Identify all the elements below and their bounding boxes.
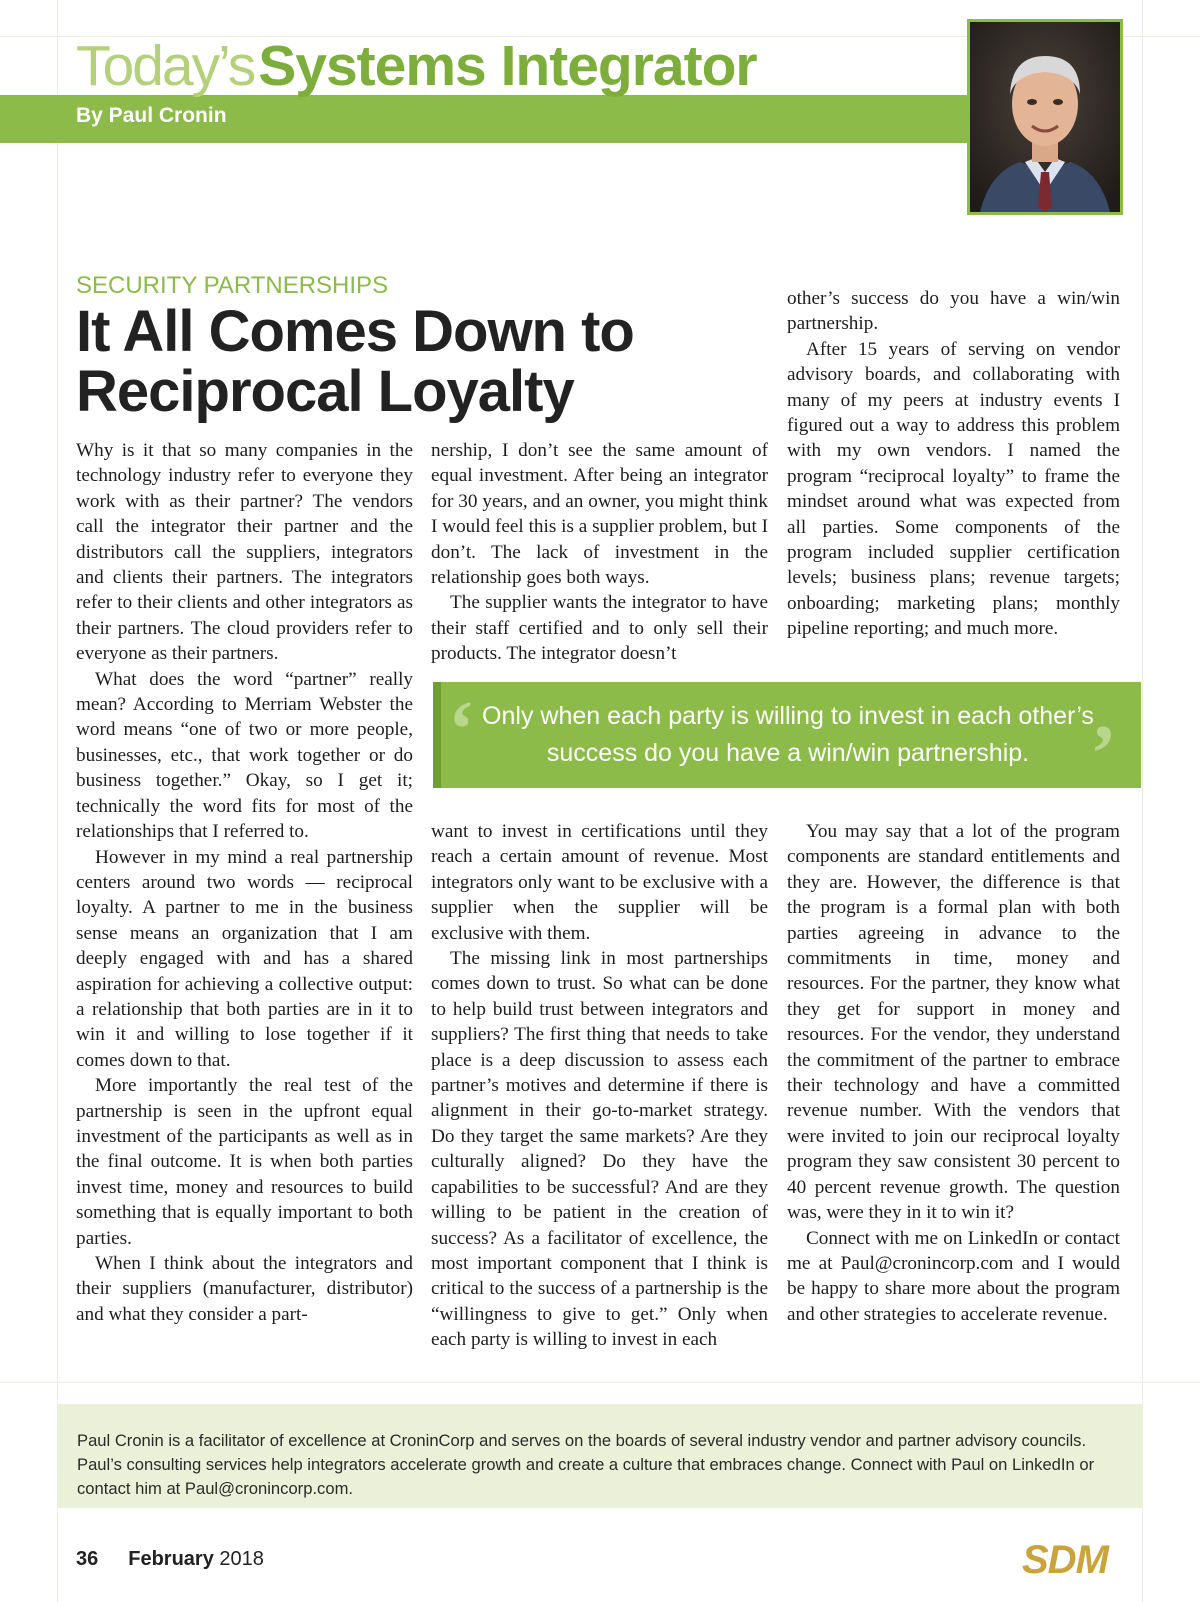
column-title-bold: Systems Integrator [258, 34, 757, 98]
page-footer [76, 1548, 264, 1571]
margin-guide-left [57, 0, 58, 1602]
headline [76, 299, 636, 424]
paragraph: want to invest in certifications until they reach a certain amount of revenue. Most integrators only want to be exclusive with a supplier when the supplier will be exclusive with them. [431, 821, 768, 944]
issue-year: 2018 [219, 1548, 264, 1570]
headline-line-1: It All Comes Down to [76, 299, 634, 364]
paragraph: The supplier wants the integrator to have their staff certified and to only sell their products. The integrator doesn’t [431, 592, 768, 665]
article-column-3-top [787, 286, 1120, 642]
article-column-3-bottom [787, 819, 1120, 1327]
paragraph: However in my mind a real partnership centers around two words — reciprocal loyalty. A partner to me in the business sense means an organization that I am deeply engaged with and has a shared aspiration for achieving a collective output: a relationship that both parties are in it to win it and willing to lose together if it comes down to that. [76, 846, 413, 1071]
margin-guide-right [1142, 0, 1143, 1602]
headline-line-2: Reciprocal Loyalty [76, 359, 574, 424]
author-photo [967, 19, 1123, 215]
article-column-1 [76, 438, 413, 1327]
paragraph: After 15 years of serving on vendor advisory boards, and collaborating with many of my peers at industry events I figured out a way to address this problem with my own vendors. I named the program “reciprocal loyalty” to frame the mindset around what was expected from all parties. Some components of the program included supplier certification levels; business plans; revenue targets; onboarding; marketing plans; monthly pipeline reporting; and much more. [787, 338, 1120, 640]
paragraph: What does the word “partner” really mean? According to Merriam Webster the word means “one of two or more people, businesses, etc., that work together or do business together.” Okay, so I get it; technically the word fits for most of the relationships that I referred to. [76, 668, 413, 843]
author-bio: Paul Cronin is a facilitator of excellence at CroninCorp and serves on the boards of several industry vendor and partner advisory councils. Paul’s consulting services help integrators accelerate growth and create a culture that embraces change. Connect with Paul on LinkedIn or contact him at Paul@cronincorp.com. [77, 1431, 1095, 1498]
magazine-logo: SDM [1022, 1538, 1108, 1582]
byline: By Paul Cronin [76, 104, 227, 127]
paragraph: nership, I don’t see the same amount of equal investment. After being an integrator for 30 years, and an owner, you might think I would feel this is a supplier problem, but I don’t. The lack of investment in the relationship goes both ways. [431, 440, 768, 589]
kicker: SECURITY PARTNERSHIPS [76, 272, 389, 299]
open-quote-icon: ‘ [448, 686, 475, 774]
pull-quote: Only when each party is willing to invest in each other’s success do you have a win/win partnership. [482, 702, 1094, 767]
margin-guide-bottom [0, 1382, 1200, 1383]
close-quote-icon: ’ [1090, 710, 1117, 798]
paragraph: You may say that a lot of the program components are standard entitlements and they are. However, the difference is that the program is a formal plan with both parties agreeing in advance to the commitments in time, money and resources. For the partner, they know what they get for support in money and resources. For the vendor, they understand the commitment of the partner to embrace their technology and have a committed revenue number. With the vendors that were invited to join our reciprocal loyalty program they saw consistent 30 percent to 40 percent revenue growth. The question was, were they in it to win it? [787, 821, 1120, 1224]
paragraph: When I think about the integrators and their suppliers (manufacturer, distributor) and what they consider a part- [76, 1253, 413, 1325]
paragraph: Why is it that so many companies in the technology industry refer to everyone they work with as their partner? The vendors call the integrator their partner and the distributors call the suppliers, integrators and clients their partners. The integrators refer to their clients and other integrators as their partners. The cloud providers refer to everyone as their partners. [76, 440, 413, 665]
pull-quote-rule [433, 682, 441, 788]
paragraph: Connect with me on LinkedIn or contact me at Paul@cronincorp.com and I would be happy to share more about the program and other strategies to accelerate revenue. [787, 1227, 1120, 1325]
page-number: 36 [76, 1548, 99, 1570]
paragraph: The missing link in most partnerships comes down to trust. So what can be done to help build trust between integrators and suppliers? The first thing that needs to take place is a deep discussion to assess each partner’s motives and determine if there is alignment in their go-to-market strategy. Do they target the same markets? Are they culturally aligned? Do they have the capabilities to be successful? And are they willing to be patient in the creation of success? As a facilitator of excellence, the most important component that I think is critical to the success of a partnership is the “willingness to give to get.” Only when each party is willing to invest in each [431, 948, 768, 1351]
article-column-2-bottom [431, 819, 768, 1353]
paragraph: other’s success do you have a win/win partnership. [787, 288, 1120, 335]
paragraph: More importantly the real test of the partnership is seen in the upfront equal investment of the participants as well as in the final outcome. It is when both parties invest time, money and resources to build something that is equally important to both parties. [76, 1075, 413, 1249]
issue-month: February [128, 1548, 214, 1570]
column-title-light: Today’s [76, 34, 255, 98]
article-column-2-top [431, 438, 768, 667]
author-portrait-icon [970, 22, 1120, 212]
